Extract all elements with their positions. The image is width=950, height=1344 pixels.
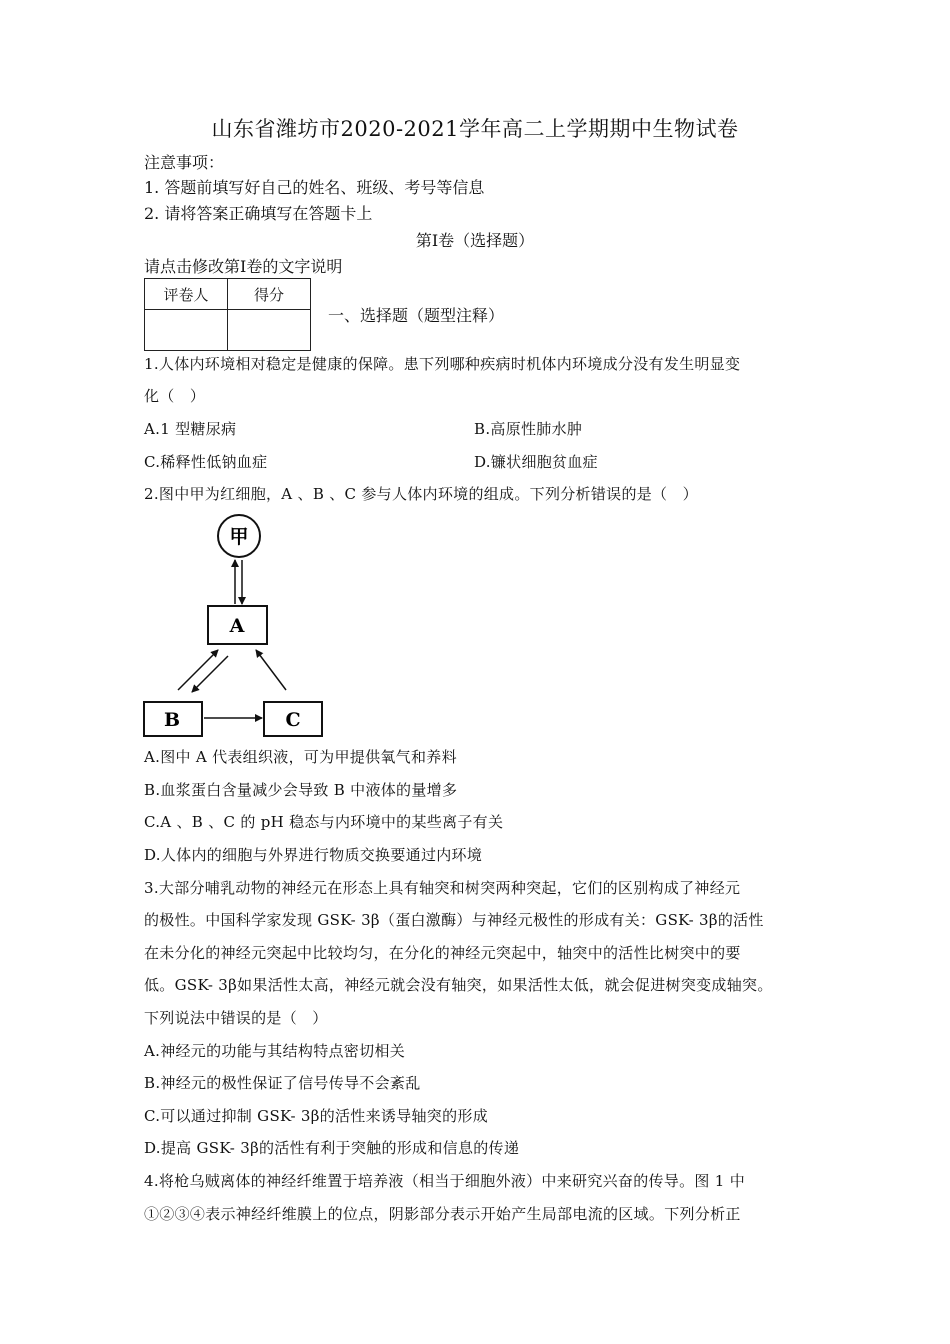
question-1-line: 化（ ） xyxy=(144,387,206,405)
score-cell-grader[interactable] xyxy=(145,310,228,351)
score-cell-score[interactable] xyxy=(228,310,311,351)
question-3-option-b: B.神经元的极性保证了信号传导不会紊乱 xyxy=(144,1074,421,1092)
question-1-option-c: C.稀释性低钠血症 xyxy=(144,453,268,471)
score-header-grader: 评卷人 xyxy=(145,279,228,310)
question-1-option-d: D.镰状细胞贫血症 xyxy=(474,453,598,471)
question-3-line: 3.大部分哺乳动物的神经元在形态上具有轴突和树突两种突起，它们的区别构成了神经元 xyxy=(144,879,741,897)
node-a-label: A xyxy=(229,615,245,637)
question-1-line: 1.人体内环境相对稳定是健康的保障。患下列哪种疾病时机体内环境成分没有发生明显变 xyxy=(144,355,741,373)
question-1-option-b: B.高原性肺水肿 xyxy=(474,420,583,438)
question-3-line: 在未分化的神经元突起中比较均匀，在分化的神经元突起中，轴突中的活性比树突中的要 xyxy=(144,944,741,962)
question-2-option-c: C.A 、B 、C 的 pH 稳态与内环境中的某些离子有关 xyxy=(144,813,504,831)
question-3-line: 的极性。中国科学家发现 GSK- 3β（蛋白激酶）与神经元极性的形成有关：GSK- 3β的活性 xyxy=(144,911,764,929)
question-2-option-a: A.图中 A 代表组织液，可为甲提供氧气和养料 xyxy=(144,748,457,766)
node-jia-label: 甲 xyxy=(229,526,249,548)
question-3-option-a: A.神经元的功能与其结构特点密切相关 xyxy=(144,1042,406,1060)
arrow-c-to-a xyxy=(256,650,286,690)
node-b-label: B xyxy=(163,709,181,731)
question-3-option-d: D.提高 GSK- 3β的活性有利于突触的形成和信息的传递 xyxy=(144,1139,520,1157)
section-title: 一、选择题（题型注释） xyxy=(328,306,505,325)
volume-note: 请点击修改第I卷的文字说明 xyxy=(144,257,343,276)
volume-title: 第I卷（选择题） xyxy=(415,231,535,250)
question-4-line: ①②③④表示神经纤维膜上的位点，阴影部分表示开始产生局部电流的区域。下列分析正 xyxy=(144,1205,741,1223)
notice-heading: 注意事项： xyxy=(144,153,225,172)
notice-item: 1. 答题前填写好自己的姓名、班级、考号等信息 xyxy=(144,178,485,197)
question-3-line: 低。GSK- 3β如果活性太高，神经元就会没有轴突，如果活性太低，就会促进树突变成轴突。 xyxy=(144,976,773,994)
score-table xyxy=(144,278,311,351)
question-1-option-a: A.1 型糖尿病 xyxy=(144,420,237,438)
question-3-line: 下列说法中错误的是（ ） xyxy=(144,1009,328,1027)
question-4-line: 4.将枪乌贼离体的神经纤维置于培养液（相当于细胞外液）中来研究兴奋的传导。图 1 中 xyxy=(144,1172,745,1190)
node-c-label: C xyxy=(285,709,301,731)
question-3-option-c: C.可以通过抑制 GSK- 3β的活性来诱导轴突的形成 xyxy=(144,1107,489,1125)
fluid-diagram xyxy=(140,510,340,740)
notice-item: 2. 请将答案正确填写在答题卡上 xyxy=(144,204,373,223)
arrow-a-to-b xyxy=(192,656,228,692)
question-2-line: 2.图中甲为红细胞，A 、B 、C 参与人体内环境的组成。下列分析错误的是（ ） xyxy=(144,485,698,503)
score-header-score: 得分 xyxy=(228,279,311,310)
page-title: 山东省潍坊市2020-2021学年高二上学期期中生物试卷 xyxy=(211,117,739,141)
question-2-option-b: B.血浆蛋白含量减少会导致 B 中液体的量增多 xyxy=(144,781,458,799)
arrow-b-to-a xyxy=(178,650,218,690)
question-2-option-d: D.人体内的细胞与外界进行物质交换要通过内环境 xyxy=(144,846,483,864)
